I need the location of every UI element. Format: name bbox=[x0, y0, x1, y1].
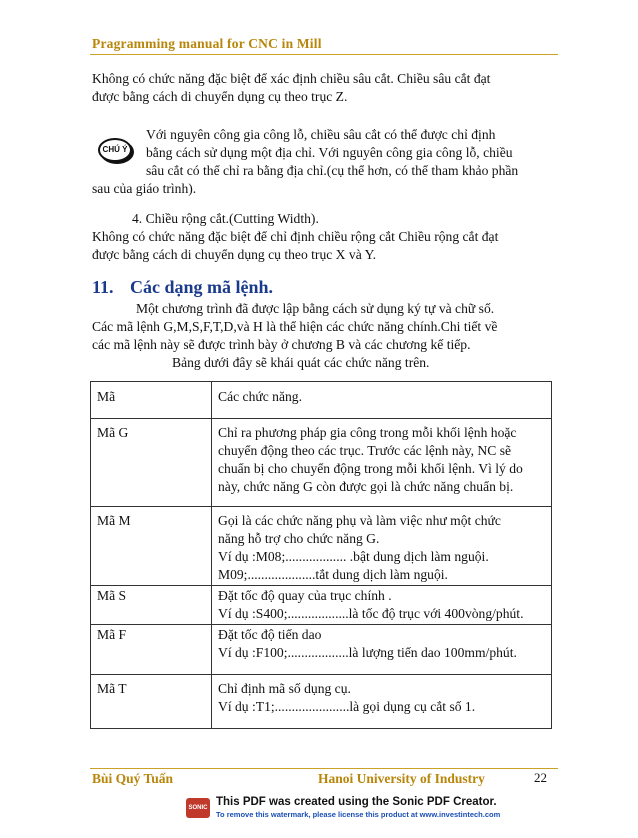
cell-line: Ví dụ :M08;.................. .bật dung dịch làm nguội. bbox=[218, 549, 489, 564]
note-line: sau của giáo trình). bbox=[92, 181, 197, 196]
footer-school: Hanoi University of Industry bbox=[318, 771, 485, 786]
cell-line: này, chức năng G còn được gọi là chức năng chuẩn bị. bbox=[218, 479, 514, 494]
cell-line: năng hỗ trợ cho chức năng G. bbox=[218, 531, 380, 546]
list-item-cutting-width: 4. Chiều rộng cắt.(Cutting Width). bbox=[132, 211, 319, 226]
table-row bbox=[91, 419, 552, 507]
note-line: Với nguyên công gia công lỗ, chiều sâu cắt có thể được chỉ định bbox=[146, 127, 496, 142]
running-header: Pragramming manual for CNC in Mill bbox=[92, 36, 322, 51]
note-badge-label: CHÚ Ý bbox=[102, 145, 128, 154]
intro-line: Các mã lệnh G,M,S,F,T,D,và H là thể hiện các chức năng chính.Chi tiết về bbox=[92, 319, 498, 334]
section-number: 11. bbox=[92, 277, 114, 297]
sonic-logo-icon: SONIC PDF bbox=[186, 798, 210, 818]
cell-line: Đặt tốc độ quay của trục chính . bbox=[218, 588, 392, 603]
footer-divider bbox=[90, 768, 558, 769]
intro-line: các mã lệnh này sẽ được trình bày ở chương B và các chương kế tiếp. bbox=[92, 337, 471, 352]
note-line: sâu cắt có thể chỉ ra bằng địa chỉ.(cụ thể hơn, có thể tham khảo phần bbox=[146, 163, 519, 178]
cell-line: Chỉ ra phương pháp gia công trong mỗi khối lệnh hoặc bbox=[218, 425, 517, 440]
cell-line: Ví dụ :T1;......................là gọi dụng cụ cắt số 1. bbox=[218, 699, 476, 714]
cell-line: Đặt tốc độ tiến dao bbox=[218, 627, 322, 642]
table-header-row bbox=[91, 382, 552, 419]
note-line: bằng cách sử dụng một địa chỉ. Với nguyên công gia công lỗ, chiều bbox=[146, 145, 513, 160]
cell-line: Ví dụ :S400;..................là tốc độ trục với 400vòng/phút. bbox=[218, 606, 524, 621]
paragraph-line: Không có chức năng đặc biệt để xác định chiều sâu cắt. Chiều sâu cắt đạt bbox=[92, 71, 491, 86]
paragraph-line: Không có chức năng đặc biệt để chỉ định chiều rộng cắt Chiều rộng cắt đạt bbox=[92, 229, 499, 244]
table-header-code: Mã bbox=[91, 382, 212, 419]
watermark-link[interactable]: To remove this watermark, please license this product at www.investintech.com bbox=[216, 810, 501, 819]
code-function-table bbox=[90, 381, 552, 729]
cell-line: Ví dụ :F100;..................là lượng tiến dao 100mm/phút. bbox=[218, 645, 517, 660]
cell-line: chuyển động theo các trục. Trước các lệnh này, NC sẽ bbox=[218, 443, 512, 458]
table-cell-code: Mã M bbox=[91, 507, 212, 586]
section-heading bbox=[92, 277, 273, 298]
table-cell-function bbox=[212, 507, 552, 586]
table-row bbox=[91, 586, 552, 625]
cell-line: Gọi là các chức năng phụ và làm việc như một chức bbox=[218, 513, 501, 528]
table-row bbox=[91, 675, 552, 729]
footer-author: Bùi Quý Tuấn bbox=[92, 771, 174, 786]
table-row bbox=[91, 507, 552, 586]
paragraph-line: được bằng cách di chuyển dụng cụ theo trục X và Y. bbox=[92, 247, 377, 262]
cell-line: chuẩn bị cho chuyển động trong mỗi khối lệnh. Vì lý do bbox=[218, 461, 523, 476]
table-cell-code: Mã F bbox=[91, 625, 212, 675]
note-badge-icon bbox=[98, 138, 132, 162]
intro-line: Bảng dưới đây sẽ khái quát các chức năng trên. bbox=[172, 355, 430, 370]
pdf-creator-watermark bbox=[186, 796, 501, 831]
paragraph-line: được bằng cách di chuyển dụng cụ theo trục Z. bbox=[92, 89, 348, 104]
header-divider bbox=[90, 54, 558, 55]
cell-line: M09;....................tắt dung dịch làm nguội. bbox=[218, 567, 448, 582]
table-cell-code: Mã S bbox=[91, 586, 212, 625]
table-cell-code: Mã G bbox=[91, 419, 212, 507]
table-cell-function bbox=[212, 675, 552, 729]
table-cell-function bbox=[212, 419, 552, 507]
table-header-function: Các chức năng. bbox=[212, 382, 552, 419]
table-cell-function bbox=[212, 586, 552, 625]
watermark-line: This PDF was created using the Sonic PDF Creator. bbox=[216, 796, 497, 808]
section-title: Các dạng mã lệnh. bbox=[130, 277, 274, 297]
table-row bbox=[91, 625, 552, 675]
page-number: 22 bbox=[534, 770, 547, 785]
table-cell-function bbox=[212, 625, 552, 675]
intro-line: Một chương trình đã được lập bằng cách sử dụng ký tự và chữ số. bbox=[136, 301, 495, 316]
table-cell-code: Mã T bbox=[91, 675, 212, 729]
cell-line: Chỉ định mã số dụng cụ. bbox=[218, 681, 351, 696]
